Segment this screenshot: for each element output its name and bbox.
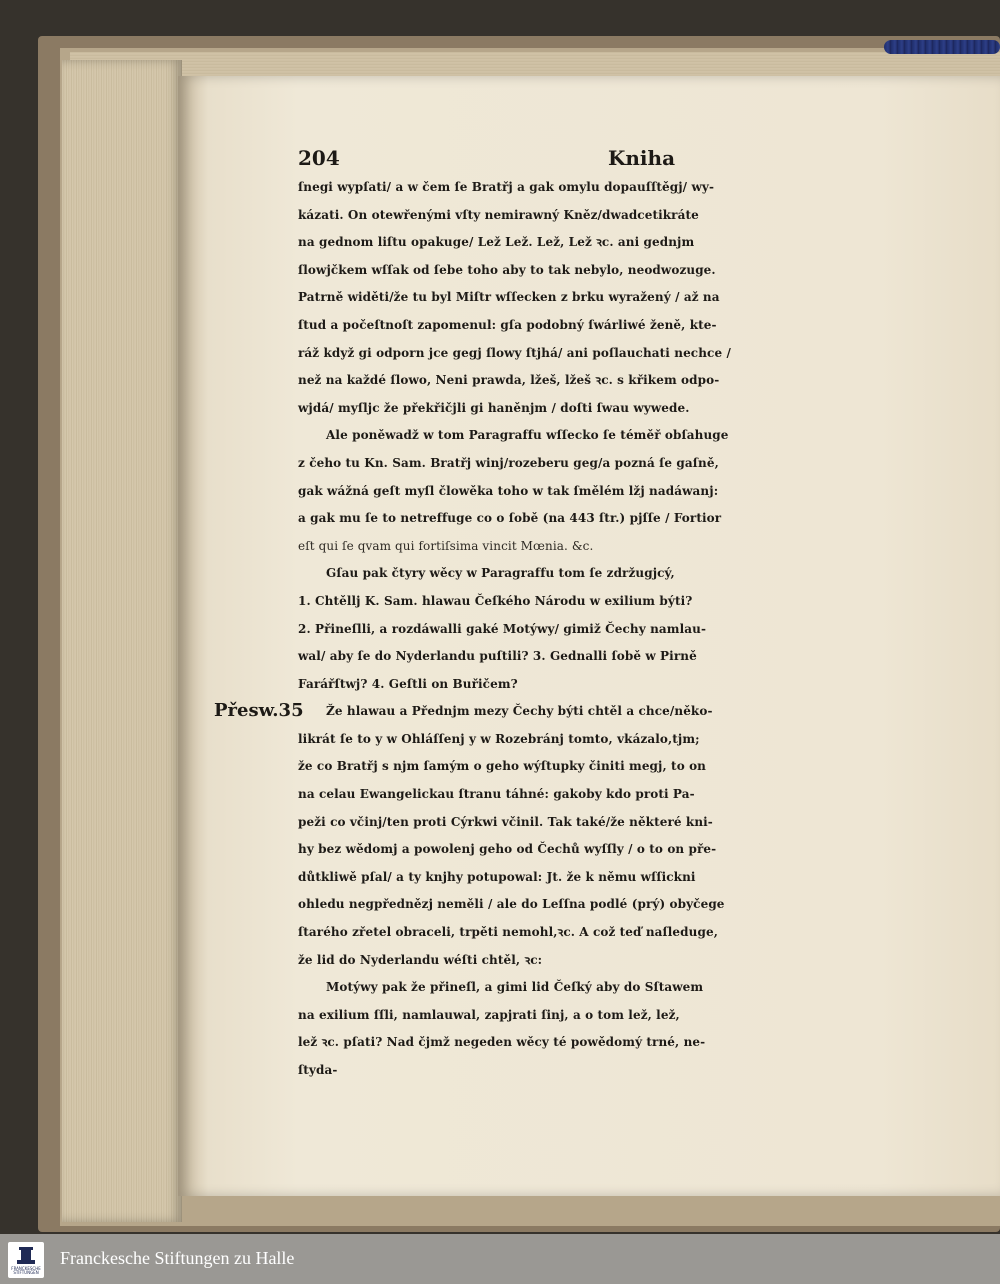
page-fore-edge bbox=[62, 60, 182, 1222]
footer-bar bbox=[0, 1234, 1000, 1284]
text-line: wal/ aby ſe do Nyderlandu puſtili? 3. Gednalli ſobě w Pirně bbox=[298, 649, 697, 664]
text-line: gak wážná geſt myſl člowěka toho w tak ſmělém lžj nadáwanj: bbox=[298, 483, 719, 498]
text-line: Patrně widěti/že tu byl Miſtr wſſecken z brku wyražený / až na bbox=[298, 290, 720, 305]
text-line: Gſau pak čtyry wěcy w Paragraffu tom ſe zdržugjcý, bbox=[326, 566, 675, 581]
text-line: 1. Chtěllj K. Sam. hlawau Čeſkého Národu w exilium býti? bbox=[298, 593, 693, 608]
logo-caption: FRANCKESCHE STIFTUNGEN bbox=[11, 1266, 41, 1275]
text-line: ſtarého zřetel obraceli, trpěti nemohl,ꝛc. A což teď naſleduge, bbox=[298, 925, 718, 940]
text-line: Že hlawau a Přednjm mezy Čechy býti chtěl a chce/něko- bbox=[326, 704, 713, 719]
text-line: peži co včinj/ten proti Cýrkwi včinil. Tak také/že některé kni- bbox=[298, 814, 713, 829]
text-line: ſtud a počeſtnoſt zapomenul: gſa podobný ſwárliwé ženě, kte- bbox=[298, 317, 717, 332]
text-line: než na každé ſlowo, Neni prawda, lžeš, lžeš ꝛc. s křikem odpo- bbox=[298, 373, 720, 388]
page-body-text bbox=[298, 146, 958, 1085]
text-line: Ale poněwadž w tom Paragraffu wſſecko ſe téměř obſahuge bbox=[326, 428, 729, 443]
ribbon-bookmark bbox=[884, 40, 1000, 54]
text-line: ſtyda- bbox=[298, 1063, 338, 1077]
text-line: z čeho tu Kn. Sam. Bratřj winj/rozeberu geg/a pozná ſe gaſně, bbox=[298, 455, 719, 470]
text-line: Farářſtwj? 4. Geſtli on Buřičem? bbox=[298, 676, 518, 691]
text-line: lež ꝛc. pſati? Nad čjmž negeden wěcy té powědomý trné, ne- bbox=[298, 1035, 706, 1050]
running-head: Kniha bbox=[608, 146, 676, 170]
text-line: eſt qui ſe qvam qui fortiſsima vincit Mœnia. &c. bbox=[298, 538, 594, 553]
text-line: a gak mu ſe to netreffuge co o ſobě (na 443 ſtr.) pjſſe / Fortior bbox=[298, 511, 722, 526]
text-line: likrát ſe to y w Ohláſſenj y w Rozebránj tomto, vkázalo,tjm; bbox=[298, 731, 700, 746]
text-line: na celau Ewangelickau ſtranu táhné: gakoby kdo proti Pa- bbox=[298, 787, 695, 802]
text-line: důtkliwě pſal/ a ty knjhy potupowal: Jt. že k němu wſſickni bbox=[298, 869, 696, 884]
text-line: že lid do Nyderlandu wéſti chtěl, ꝛc: bbox=[298, 952, 543, 967]
text-line: ráž když gi odporn jce gegj ſlowy ſtjhá/ ani poſlauchati nechce / bbox=[298, 345, 731, 360]
text-line: ohledu negpřednězj neměli / ale do Leſſna podlé (prý) obyčege bbox=[298, 897, 725, 912]
text-line: na gednom liſtu opakuge/ Lež Lež. Lež, Lež ꝛc. ani gednjm bbox=[298, 235, 695, 250]
text-line: ſnegi wypſati/ a w čem ſe Bratřj a gak omylu dopauſſtěgj/ wy- bbox=[298, 180, 715, 194]
text-line: ſlowjčkem wſſak od ſebe toho aby to tak nebylo, neodwozuge. bbox=[298, 262, 716, 277]
text-line: kázati. On otewřenými vſty nemirawný Kněz/dwadcetikráte bbox=[298, 207, 699, 222]
margin-note: Přesw.35 bbox=[214, 700, 304, 721]
text-line: wjdá/ myſljc že překřičjli gi haněnjm / doſti ſwau wywede. bbox=[298, 400, 690, 415]
text-line: na exilium ſſli, namlauwal, zapjrati ſinj, a o tom lež, lež, bbox=[298, 1007, 680, 1022]
institution-logo bbox=[8, 1242, 44, 1278]
text-line: že co Bratřj s njm ſamým o geho wýſtupky činiti megj, to on bbox=[298, 759, 706, 774]
text-line: 2. Přineſlli, a rozdáwalli gaké Motýwy/ gimiž Čechy namlau- bbox=[298, 621, 707, 636]
page-number: 204 bbox=[298, 146, 340, 170]
text-line: hy bez wědomj a powolenj geho od Čechů wyſſly / o to on pře- bbox=[298, 842, 717, 857]
text-line: Motýwy pak že přineſl, a gimi lid Čeſký aby do Sſtawem bbox=[326, 980, 704, 995]
page-top-edge bbox=[70, 52, 1000, 78]
footer-institution-name: Franckesche Stiftungen zu Halle bbox=[60, 1248, 295, 1268]
